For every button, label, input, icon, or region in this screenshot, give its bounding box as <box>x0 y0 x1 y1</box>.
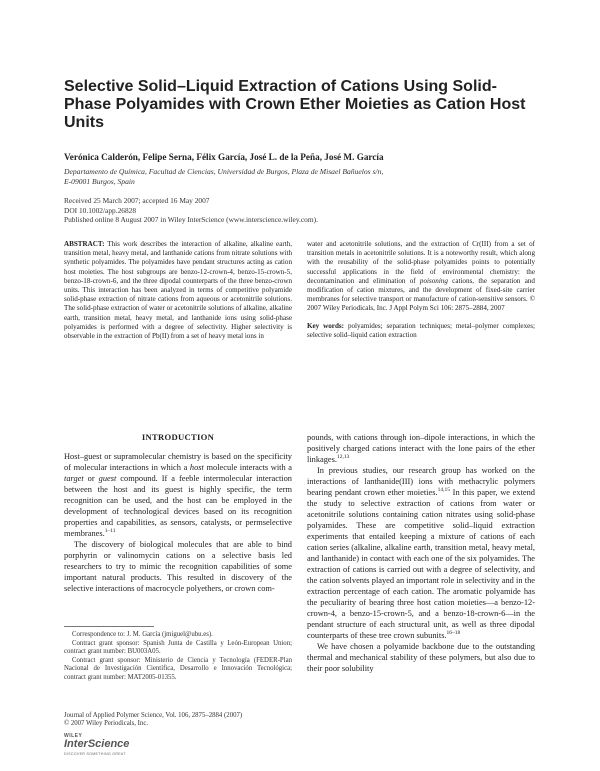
wiley-interscience-logo <box>64 733 174 759</box>
section-heading-introduction: INTRODUCTION <box>141 432 215 442</box>
abstract-text: water and acetonitrile solutions, and the extraction of Cr(III) from a set of transition metals in acetonitrile solutions. It is a noteworthy result, which along with the reusability of the solid-phase polyamides points to potentially successful applications in the field of environmental chemistry: the decontamination and elimination of <box>307 240 535 285</box>
paragraph: pounds, with cations through ion–dipole interactions, in which the positively charged cations interact with the lone pairs of the ether linkages.$^{12,13}$ <box>307 433 535 464</box>
keywords-text: polyamides; separation techniques; metal–polymer complexes; selective solid–liquid cation extraction <box>307 321 536 339</box>
abstract-text: cations, the separation and modification of cation mixtures, and the development of fixed-site carrier membranes for selective transport or manufacture of cation-sensitive sensors. © 2007 Wiley Periodicals, Inc. J Appl Polym Sci 106: 2875–2884, 2007 <box>307 276 535 313</box>
abstract-text: This work describes the interaction of alkaline, alkaline earth, transition metal, heavy metal, and lanthanide cations from nitrate solutions with synthetic polyamides. The polyamides have pendant structures acting as cation host moieties. The host subgroups are benzo-12-crown-4, benzo-15-crown-5, benzo-18-crown-6, and the three dipodal counterparts of the three benzo-crown units. This interaction has been analyzed in terms of competitive polyamide solid-phase extraction of nitrate cations from aqueous or acetonitrile solutions. The solid-phase extraction of water or acetonitrile solutions of alkaline, alkaline earth, transition metal, heavy metal, and lanthanide ions using solid-phase polyamides is performed with a degree of selectivity. Higher selectivity is observable in the extraction of Pb(II) from a set of heavy metal ions in <box>64 240 292 341</box>
article-title: Selective Solid–Liquid Extraction of Cations Using Solid-Phase Polyamides with Crown Ether Moieties as Cation Host Units <box>64 78 526 131</box>
affiliation <box>64 167 404 187</box>
citation-ref: 14,15 <box>437 487 450 494</box>
citation-ref: 12,13 <box>337 454 350 461</box>
citation-ref: 16–18 <box>446 630 461 637</box>
publication-dates <box>64 196 464 225</box>
journal-citation <box>64 712 324 729</box>
keywords <box>307 322 535 340</box>
footnotes <box>64 631 292 683</box>
logo-wordmark-small: WILEY <box>64 733 83 739</box>
copyright-line: © 2007 Wiley Periodicals, Inc. <box>64 720 149 728</box>
introduction-right-column <box>307 432 535 674</box>
affiliation-line: Departamento de Química, Facultad de Ciencias, Universidad de Burgos, Plaza de Misael Bañuelos s/n, <box>64 167 384 176</box>
correspondence-note: Correspondence to: J. M. García (jmiguel@ubu.es). <box>72 631 213 638</box>
footnote-divider <box>64 626 154 627</box>
keywords-label: Key words: <box>307 321 345 330</box>
paragraph: We have chosen a polyamide backbone due to the outstanding thermal and mechanical stability of these polymers, but also due to their poor solubility <box>307 642 535 673</box>
grant-note: Contract grant sponsor: Spanish Junta de Castilla y León-European Union; contract grant number: BU003A05. <box>64 639 292 656</box>
logo-tagline: DISCOVER SOMETHING GREAT <box>64 752 126 756</box>
grant-note: Contract grant sponsor: Ministerio de Ciencia y Tecnología (FEDER-Plan Nacional de Investigación Científica, Desarrollo e Innovación Tecnológica; contract grant number: MAT2005-01355. <box>64 656 292 681</box>
citation-ref: 1–11 <box>104 528 116 535</box>
journal-reference: Journal of Applied Polymer Science, Vol. 106, 2875–2884 (2007) <box>64 712 243 719</box>
abstract-label: ABSTRACT: <box>64 240 105 248</box>
abstract-right-column <box>307 240 535 340</box>
paragraph: The discovery of biological molecules that are able to bind porphyrin or valinomycin cations on a selective basis led researchers to try to mimic the recognition capabilities of some important natural products. This resulted in discovery of the selective interactions of macrocycle polyethers, or crown com- <box>64 540 292 593</box>
doi: DOI 10.1002/app.26828 <box>64 205 137 215</box>
received-date: Received 25 March 2007; accepted 16 May 2007 <box>64 196 210 205</box>
paragraph: Host–guest or supramolecular chemistry is based on the specificity of molecular interactions in which a host molecule interacts with a target or guest compound. If a feeble intermolecular interaction between the host and its guest is highly specific, the term recognition can be used, and the host can be employed in the development of technological devices based on its recognition properties and capabilities, as sensors, catalysts, or permselective membranes.$^{1-11}$ <box>64 452 292 538</box>
abstract-italic-term: poisoning <box>419 276 448 285</box>
paragraph: In previous studies, our research group has worked on the interactions of lanthanide(III) ions with methacrylic polymers bearing pendant crown ether moieties.$^{14,15}$ In this paper, we extend the study to selective extraction of cations from water or acetonitrile solutions containing cation nitrates using solid-phase polyamides. These are competitive solid–liquid extraction experiments that entailed keeping a mixture of cations of each cation series (alkaline, alkaline earth, transition metal, heavy metal, and lanthanide) in contact with each one of the six polyamides. The extraction of cations is carried out with a degree of selectivity, and the cation solvents played an important role in selectivity and in the extraction percentage of each cation. The aromatic polyamide has the peculiarity of bearing three host cation moieties—a benzo-12-crown-4, a benzo-15-crown-5, and a benzo-18-crown-6—in the pendant structure of each structural unit, as well as three dipodal counterparts of these tree crown subunits.$^{16-18}$ <box>307 466 535 640</box>
author-list: Verónica Calderón, Felipe Serna, Félix García, José L. de la Peña, José M. García <box>64 152 384 162</box>
abstract-left-column <box>64 240 292 341</box>
introduction-left-column <box>64 451 292 594</box>
affiliation-line: E-09001 Burgos, Spain <box>64 177 135 186</box>
published-online: Published online 8 August 2007 in Wiley InterScience (www.interscience.wiley.com). <box>64 215 318 224</box>
logo-wordmark: InterScience <box>64 738 130 750</box>
